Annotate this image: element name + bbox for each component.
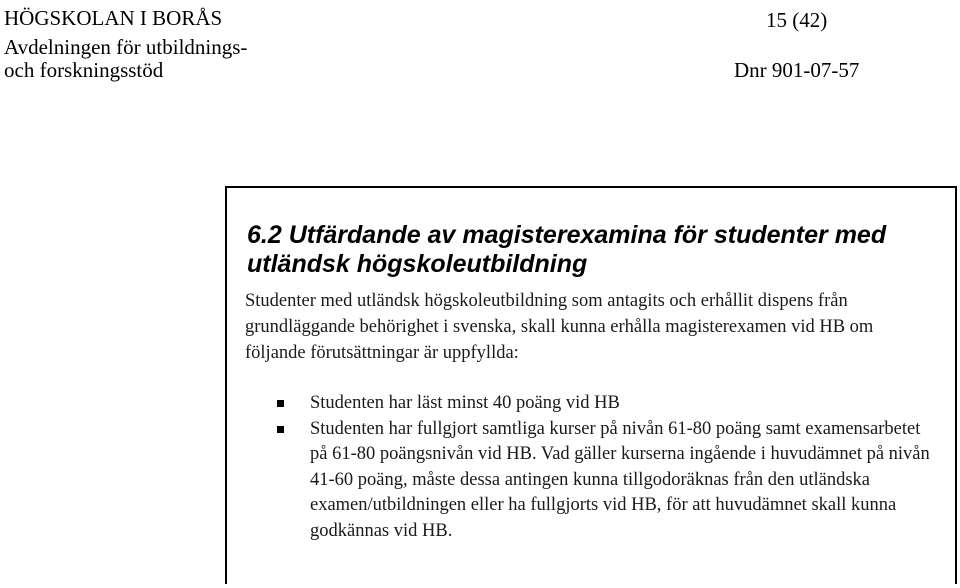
department-name-line-2: och forskningsstöd (4, 58, 164, 82)
page-number: 15 (42) (766, 8, 828, 32)
condition-list (227, 391, 959, 544)
square-bullet-icon (277, 426, 284, 433)
department-name-line-1: Avdelningen för utbildnings- (4, 35, 248, 59)
intro-paragraph: Studenter med utländsk högskoleutbildning som antagits och erhållit dispens från grundläggande behörighet i svenska, skall kunna erhålla magisterexamen vid HB om följande förutsättningar är uppfyllda: (245, 291, 874, 363)
square-bullet-icon (277, 400, 284, 407)
condition-text: Studenten har fullgjort samtliga kurser på nivån 61-80 poäng samt examensarbetet på 61-80 poängsnivån vid HB. Vad gäller kurserna ingående i huvudämnet på nivån 41-60 poäng, måste dessa antingen kunna tillgodoräknas från den utländska examen/utbildningen eller ha fullgjorts vid HB, för att huvudämnet skall kunna godkännas vid HB. (310, 418, 930, 541)
condition-item (227, 417, 930, 545)
condition-text: Studenten har läst minst 40 poäng vid HB (310, 393, 620, 413)
organization-name: HÖGSKOLAN I BORÅS (4, 6, 223, 30)
section-box (225, 186, 957, 584)
section-heading: 6.2 Utfärdande av magisterexamina för studenter med utländsk högskoleutbildning (247, 221, 887, 278)
condition-item (227, 391, 930, 417)
document-number: Dnr 901-07-57 (734, 58, 860, 82)
